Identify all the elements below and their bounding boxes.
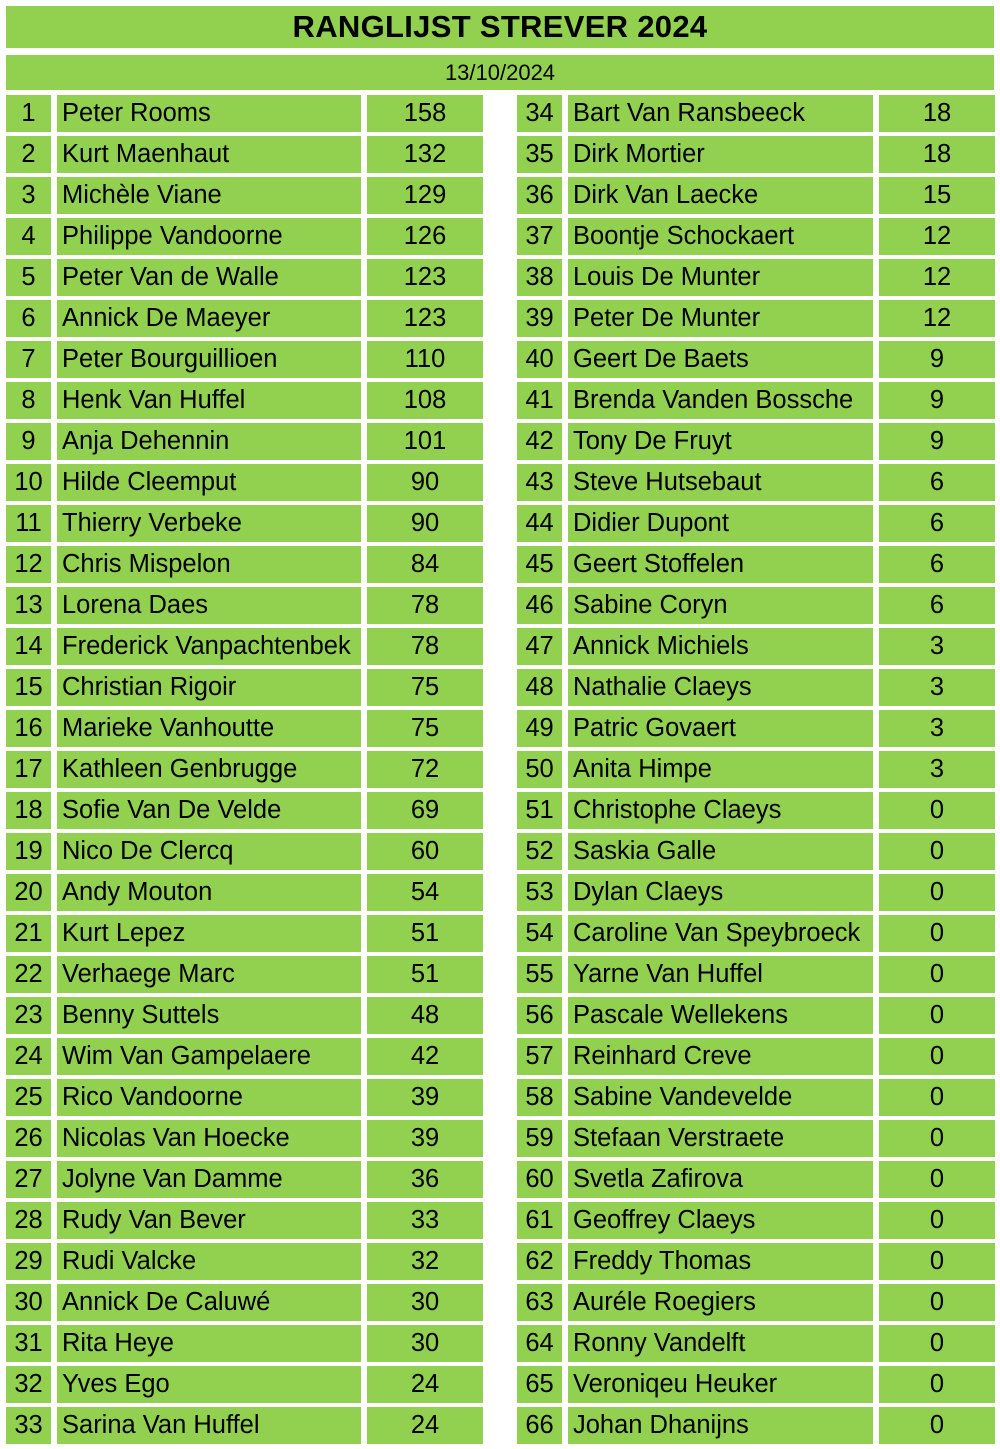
rank-cell: 15 [6, 669, 51, 706]
rank-cell: 16 [6, 710, 51, 747]
table-row [517, 1325, 995, 1362]
rank-cell: 1 [6, 95, 51, 132]
points-cell: 132 [367, 136, 483, 173]
points-cell: 0 [879, 874, 995, 911]
ranking-column-left [6, 95, 483, 1444]
table-row [517, 710, 995, 747]
name-cell: Peter Rooms [57, 95, 361, 132]
points-cell: 0 [879, 792, 995, 829]
table-row [6, 136, 483, 173]
name-cell: Nico De Clercq [57, 833, 361, 870]
points-cell: 0 [879, 1366, 995, 1403]
table-row [6, 300, 483, 337]
table-row [517, 1202, 995, 1239]
name-cell: Frederick Vanpachtenbek [57, 628, 361, 665]
name-cell: Anja Dehennin [57, 423, 361, 460]
points-cell: 110 [367, 341, 483, 378]
points-cell: 24 [367, 1366, 483, 1403]
points-cell: 101 [367, 423, 483, 460]
points-cell: 0 [879, 833, 995, 870]
rank-cell: 32 [6, 1366, 51, 1403]
points-cell: 48 [367, 997, 483, 1034]
table-row [517, 505, 995, 542]
points-cell: 6 [879, 505, 995, 542]
name-cell: Kathleen Genbrugge [57, 751, 361, 788]
rank-cell: 33 [6, 1407, 51, 1444]
rank-cell: 18 [6, 792, 51, 829]
table-row [6, 177, 483, 214]
points-cell: 51 [367, 915, 483, 952]
rank-cell: 30 [6, 1284, 51, 1321]
rank-cell: 58 [517, 1079, 562, 1116]
points-cell: 78 [367, 587, 483, 624]
table-row [517, 751, 995, 788]
name-cell: Johan Dhanijns [568, 1407, 873, 1444]
rank-cell: 55 [517, 956, 562, 993]
rank-cell: 29 [6, 1243, 51, 1280]
name-cell: Louis De Munter [568, 259, 873, 296]
rank-cell: 2 [6, 136, 51, 173]
name-cell: Annick De Maeyer [57, 300, 361, 337]
table-row [6, 874, 483, 911]
name-cell: Jolyne Van Damme [57, 1161, 361, 1198]
points-cell: 12 [879, 300, 995, 337]
ranking-column-right [517, 95, 995, 1444]
rank-cell: 22 [6, 956, 51, 993]
points-cell: 69 [367, 792, 483, 829]
points-cell: 123 [367, 300, 483, 337]
points-cell: 18 [879, 95, 995, 132]
name-cell: Yarne Van Huffel [568, 956, 873, 993]
rank-cell: 34 [517, 95, 562, 132]
points-cell: 30 [367, 1284, 483, 1321]
rank-cell: 11 [6, 505, 51, 542]
table-row [517, 136, 995, 173]
rank-cell: 64 [517, 1325, 562, 1362]
rank-cell: 23 [6, 997, 51, 1034]
rank-cell: 49 [517, 710, 562, 747]
points-cell: 30 [367, 1325, 483, 1362]
name-cell: Christian Rigoir [57, 669, 361, 706]
table-row [517, 218, 995, 255]
table-row [6, 1243, 483, 1280]
table-row [6, 382, 483, 419]
table-row [6, 1284, 483, 1321]
rank-cell: 5 [6, 259, 51, 296]
points-cell: 0 [879, 1120, 995, 1157]
name-cell: Sabine Vandevelde [568, 1079, 873, 1116]
table-row [517, 669, 995, 706]
rank-cell: 46 [517, 587, 562, 624]
points-cell: 0 [879, 1325, 995, 1362]
points-cell: 9 [879, 423, 995, 460]
name-cell: Pascale Wellekens [568, 997, 873, 1034]
name-cell: Reinhard Creve [568, 1038, 873, 1075]
table-row [6, 1366, 483, 1403]
rank-cell: 54 [517, 915, 562, 952]
table-row [6, 1325, 483, 1362]
name-cell: Geoffrey Claeys [568, 1202, 873, 1239]
name-cell: Nicolas Van Hoecke [57, 1120, 361, 1157]
rank-cell: 53 [517, 874, 562, 911]
table-row [517, 1407, 995, 1444]
rank-cell: 61 [517, 1202, 562, 1239]
name-cell: Bart Van Ransbeeck [568, 95, 873, 132]
name-cell: Annick Michiels [568, 628, 873, 665]
rank-cell: 52 [517, 833, 562, 870]
name-cell: Saskia Galle [568, 833, 873, 870]
name-cell: Freddy Thomas [568, 1243, 873, 1280]
points-cell: 12 [879, 218, 995, 255]
name-cell: Yves Ego [57, 1366, 361, 1403]
rank-cell: 44 [517, 505, 562, 542]
name-cell: Sabine Coryn [568, 587, 873, 624]
points-cell: 0 [879, 997, 995, 1034]
table-row [517, 1284, 995, 1321]
rank-cell: 3 [6, 177, 51, 214]
rank-cell: 38 [517, 259, 562, 296]
table-row [517, 259, 995, 296]
points-cell: 123 [367, 259, 483, 296]
points-cell: 51 [367, 956, 483, 993]
table-row [6, 505, 483, 542]
table-row [6, 1038, 483, 1075]
table-row [6, 1161, 483, 1198]
points-cell: 6 [879, 587, 995, 624]
page-title: RANGLIJST STREVER 2024 [6, 6, 994, 48]
points-cell: 0 [879, 1079, 995, 1116]
table-row [6, 1120, 483, 1157]
table-row [6, 1079, 483, 1116]
rank-cell: 50 [517, 751, 562, 788]
points-cell: 6 [879, 546, 995, 583]
points-cell: 158 [367, 95, 483, 132]
rank-cell: 20 [6, 874, 51, 911]
rank-cell: 42 [517, 423, 562, 460]
name-cell: Steve Hutsebaut [568, 464, 873, 501]
name-cell: Ronny Vandelft [568, 1325, 873, 1362]
table-row [517, 956, 995, 993]
name-cell: Hilde Cleemput [57, 464, 361, 501]
rank-cell: 37 [517, 218, 562, 255]
table-row [6, 259, 483, 296]
rank-cell: 19 [6, 833, 51, 870]
rank-cell: 8 [6, 382, 51, 419]
name-cell: Brenda Vanden Bossche [568, 382, 873, 419]
name-cell: Svetla Zafirova [568, 1161, 873, 1198]
points-cell: 90 [367, 505, 483, 542]
name-cell: Peter De Munter [568, 300, 873, 337]
points-cell: 12 [879, 259, 995, 296]
points-cell: 60 [367, 833, 483, 870]
name-cell: Lorena Daes [57, 587, 361, 624]
ranking-date: 13/10/2024 [6, 55, 994, 90]
name-cell: Chris Mispelon [57, 546, 361, 583]
points-cell: 3 [879, 751, 995, 788]
table-row [517, 546, 995, 583]
rank-cell: 41 [517, 382, 562, 419]
name-cell: Rita Heye [57, 1325, 361, 1362]
points-cell: 0 [879, 915, 995, 952]
name-cell: Didier Dupont [568, 505, 873, 542]
rank-cell: 39 [517, 300, 562, 337]
points-cell: 3 [879, 710, 995, 747]
rank-cell: 17 [6, 751, 51, 788]
table-row [6, 423, 483, 460]
rank-cell: 26 [6, 1120, 51, 1157]
points-cell: 54 [367, 874, 483, 911]
name-cell: Rudi Valcke [57, 1243, 361, 1280]
points-cell: 24 [367, 1407, 483, 1444]
points-cell: 39 [367, 1079, 483, 1116]
rank-cell: 7 [6, 341, 51, 378]
rank-cell: 21 [6, 915, 51, 952]
table-row [517, 464, 995, 501]
points-cell: 78 [367, 628, 483, 665]
rank-cell: 35 [517, 136, 562, 173]
rank-cell: 62 [517, 1243, 562, 1280]
rank-cell: 13 [6, 587, 51, 624]
name-cell: Tony De Fruyt [568, 423, 873, 460]
table-row [6, 751, 483, 788]
rank-cell: 63 [517, 1284, 562, 1321]
rank-cell: 51 [517, 792, 562, 829]
table-row [517, 587, 995, 624]
points-cell: 75 [367, 669, 483, 706]
table-row [6, 997, 483, 1034]
table-row [517, 1161, 995, 1198]
rank-cell: 48 [517, 669, 562, 706]
table-row [6, 341, 483, 378]
rank-cell: 14 [6, 628, 51, 665]
rank-cell: 25 [6, 1079, 51, 1116]
table-row [6, 1202, 483, 1239]
rank-cell: 24 [6, 1038, 51, 1075]
name-cell: Sofie Van De Velde [57, 792, 361, 829]
points-cell: 0 [879, 1407, 995, 1444]
rank-cell: 45 [517, 546, 562, 583]
name-cell: Sarina Van Huffel [57, 1407, 361, 1444]
table-row [517, 341, 995, 378]
table-row [517, 792, 995, 829]
table-row [6, 792, 483, 829]
rank-cell: 65 [517, 1366, 562, 1403]
rank-cell: 9 [6, 423, 51, 460]
table-row [6, 546, 483, 583]
name-cell: Rudy Van Bever [57, 1202, 361, 1239]
points-cell: 36 [367, 1161, 483, 1198]
points-cell: 75 [367, 710, 483, 747]
rank-cell: 57 [517, 1038, 562, 1075]
name-cell: Annick De Caluwé [57, 1284, 361, 1321]
name-cell: Patric Govaert [568, 710, 873, 747]
name-cell: Christophe Claeys [568, 792, 873, 829]
name-cell: Dylan Claeys [568, 874, 873, 911]
points-cell: 9 [879, 341, 995, 378]
name-cell: Nathalie Claeys [568, 669, 873, 706]
points-cell: 0 [879, 1284, 995, 1321]
name-cell: Henk Van Huffel [57, 382, 361, 419]
name-cell: Geert Stoffelen [568, 546, 873, 583]
rank-cell: 6 [6, 300, 51, 337]
name-cell: Peter Bourguillioen [57, 341, 361, 378]
points-cell: 129 [367, 177, 483, 214]
table-row [6, 956, 483, 993]
rank-cell: 59 [517, 1120, 562, 1157]
table-row [517, 1366, 995, 1403]
points-cell: 42 [367, 1038, 483, 1075]
table-row [517, 177, 995, 214]
rank-cell: 10 [6, 464, 51, 501]
table-row [517, 997, 995, 1034]
points-cell: 126 [367, 218, 483, 255]
name-cell: Rico Vandoorne [57, 1079, 361, 1116]
points-cell: 72 [367, 751, 483, 788]
name-cell: Boontje Schockaert [568, 218, 873, 255]
table-row [517, 1038, 995, 1075]
points-cell: 18 [879, 136, 995, 173]
name-cell: Marieke Vanhoutte [57, 710, 361, 747]
rank-cell: 60 [517, 1161, 562, 1198]
name-cell: Kurt Lepez [57, 915, 361, 952]
rank-cell: 28 [6, 1202, 51, 1239]
name-cell: Wim Van Gampelaere [57, 1038, 361, 1075]
table-row [6, 464, 483, 501]
name-cell: Thierry Verbeke [57, 505, 361, 542]
rank-cell: 40 [517, 341, 562, 378]
rank-cell: 31 [6, 1325, 51, 1362]
rank-cell: 27 [6, 1161, 51, 1198]
table-row [517, 95, 995, 132]
table-row [517, 628, 995, 665]
name-cell: Benny Suttels [57, 997, 361, 1034]
table-row [6, 628, 483, 665]
points-cell: 33 [367, 1202, 483, 1239]
points-cell: 6 [879, 464, 995, 501]
points-cell: 0 [879, 1202, 995, 1239]
name-cell: Caroline Van Speybroeck [568, 915, 873, 952]
name-cell: Dirk Mortier [568, 136, 873, 173]
points-cell: 0 [879, 1243, 995, 1280]
table-row [517, 423, 995, 460]
rank-cell: 36 [517, 177, 562, 214]
table-row [6, 915, 483, 952]
points-cell: 15 [879, 177, 995, 214]
name-cell: Michèle Viane [57, 177, 361, 214]
points-cell: 90 [367, 464, 483, 501]
points-cell: 39 [367, 1120, 483, 1157]
points-cell: 9 [879, 382, 995, 419]
table-row [517, 1079, 995, 1116]
name-cell: Geert De Baets [568, 341, 873, 378]
table-row [6, 587, 483, 624]
table-row [6, 669, 483, 706]
table-row [6, 1407, 483, 1444]
name-cell: Kurt Maenhaut [57, 136, 361, 173]
points-cell: 108 [367, 382, 483, 419]
name-cell: Peter Van de Walle [57, 259, 361, 296]
table-row [6, 710, 483, 747]
table-row [6, 95, 483, 132]
points-cell: 32 [367, 1243, 483, 1280]
table-row [517, 300, 995, 337]
name-cell: Philippe Vandoorne [57, 218, 361, 255]
points-cell: 3 [879, 628, 995, 665]
name-cell: Veroniqeu Heuker [568, 1366, 873, 1403]
points-cell: 84 [367, 546, 483, 583]
table-row [517, 874, 995, 911]
rank-cell: 43 [517, 464, 562, 501]
points-cell: 0 [879, 1161, 995, 1198]
rank-cell: 56 [517, 997, 562, 1034]
name-cell: Anita Himpe [568, 751, 873, 788]
points-cell: 0 [879, 956, 995, 993]
name-cell: Stefaan Verstraete [568, 1120, 873, 1157]
rank-cell: 4 [6, 218, 51, 255]
points-cell: 3 [879, 669, 995, 706]
table-row [517, 1120, 995, 1157]
table-row [6, 218, 483, 255]
name-cell: Andy Mouton [57, 874, 361, 911]
rank-cell: 47 [517, 628, 562, 665]
name-cell: Auréle Roegiers [568, 1284, 873, 1321]
rank-cell: 66 [517, 1407, 562, 1444]
points-cell: 0 [879, 1038, 995, 1075]
name-cell: Dirk Van Laecke [568, 177, 873, 214]
table-row [517, 382, 995, 419]
table-row [517, 1243, 995, 1280]
table-row [517, 915, 995, 952]
table-row [6, 833, 483, 870]
table-row [517, 833, 995, 870]
name-cell: Verhaege Marc [57, 956, 361, 993]
rank-cell: 12 [6, 546, 51, 583]
